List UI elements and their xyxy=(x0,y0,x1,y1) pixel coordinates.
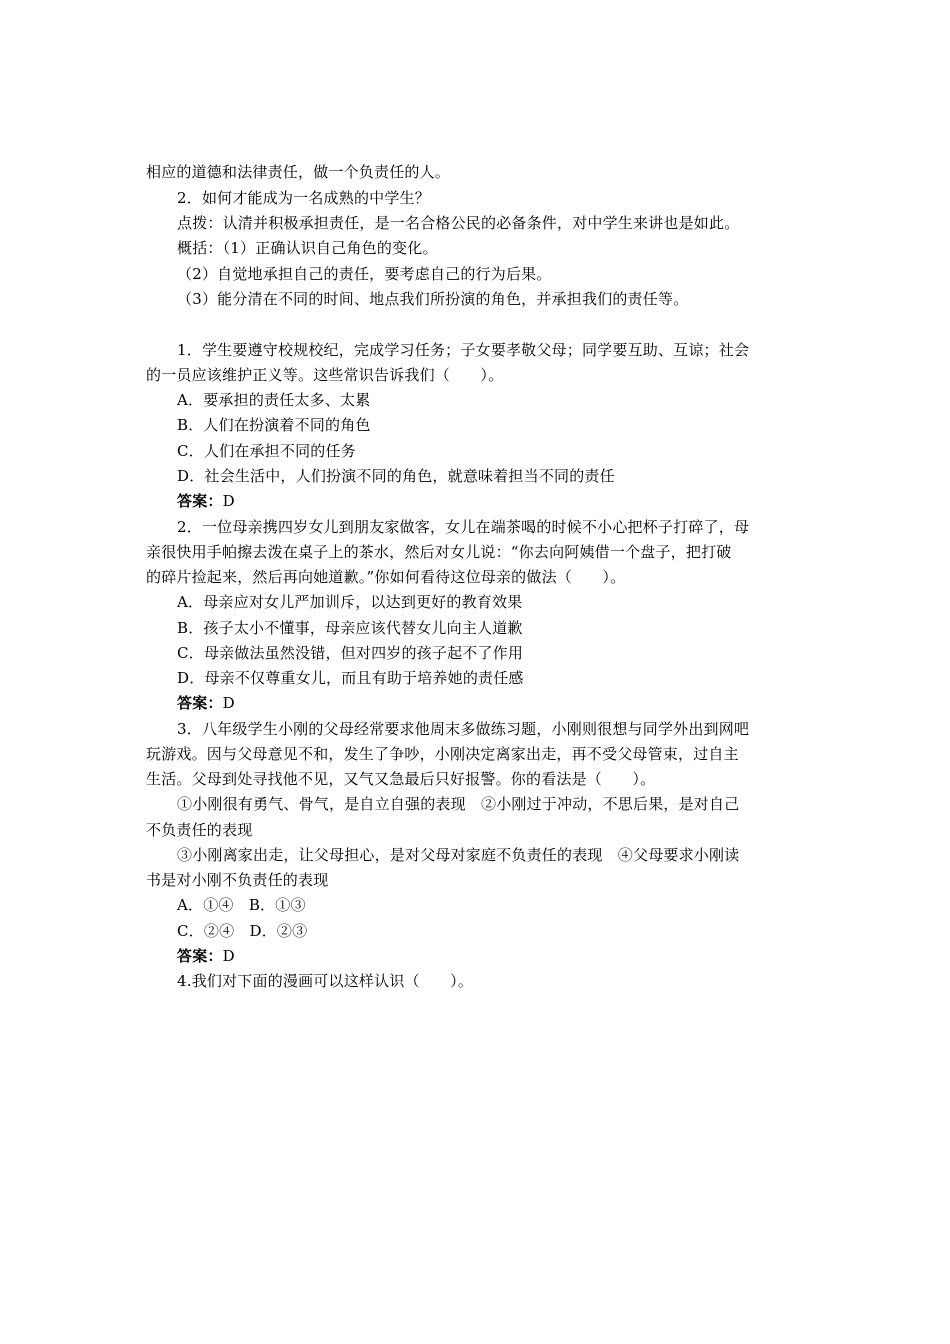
intro-line-1: 相应的道德和法律责任，做一个负责任的人。 xyxy=(146,163,451,181)
q2-stem-line-1: 2．一位母亲携四岁女儿到朋友家做客，女儿在端茶喝的时候不小心把杯子打碎了，母 xyxy=(177,518,750,536)
q2-answer-value: D xyxy=(222,694,235,712)
intro-summary: 概括：（1）正确认识自己角色的变化。 xyxy=(177,239,438,257)
q1-answer-value: D xyxy=(222,492,235,510)
q3-options-row-1: A．①④ B．①③ xyxy=(177,896,306,914)
intro-point-3: （3）能分清在不同的时间、地点我们所扮演的角色，并承担我们的责任等。 xyxy=(177,290,689,308)
q2-option-a: A．母亲应对女儿严加训斥，以达到更好的教育效果 xyxy=(177,593,523,611)
q1-option-c: C．人们在承担不同的任务 xyxy=(177,442,356,460)
intro-hint: 点拨：认清并积极承担责任，是一名合格公民的必备条件，对中学生来讲也是如此。 xyxy=(177,214,740,232)
intro-question-2: 2．如何才能成为一名成熟的中学生？ xyxy=(177,189,430,207)
q3-statement-2-line-2: 书是对小刚不负责任的表现 xyxy=(146,871,329,889)
q2-option-c: C．母亲做法虽然没错，但对四岁的孩子起不了作用 xyxy=(177,644,524,662)
intro-point-2: （2）自觉地承担自己的责任，要考虑自己的行为后果。 xyxy=(177,265,552,283)
q3-options-row-2: C．②④ D．②③ xyxy=(177,922,308,940)
q3-statement-1-line-1: ①小刚很有勇气、骨气，是自立自强的表现 ②小刚过于冲动，不思后果，是对自己 xyxy=(177,795,740,813)
q1-option-d: D．社会生活中，人们扮演不同的角色，就意味着担当不同的责任 xyxy=(177,467,615,485)
q2-stem-line-2: 亲很快用手帕擦去泼在桌子上的茶水，然后对女儿说：“你去向阿姨借一个盘子，把打破 xyxy=(146,543,732,561)
q2-answer xyxy=(177,693,235,713)
q3-statement-2-line-1: ③小刚离家出走，让父母担心，是对父母对家庭不负责任的表现 ④父母要求小刚读 xyxy=(177,846,740,864)
q1-stem-line-2: 的一员应该维护正义等。这些常识告诉我们（ ）。 xyxy=(146,366,504,384)
q1-option-b: B．人们在扮演着不同的角色 xyxy=(177,416,371,434)
q1-answer-label: 答案： xyxy=(177,492,223,510)
q2-answer-label: 答案： xyxy=(177,694,223,712)
q4-stem: 4.我们对下面的漫画可以这样认识（ ）。 xyxy=(177,972,474,990)
q1-option-a: A．要承担的责任太多、太累 xyxy=(177,391,371,409)
q3-answer-label: 答案： xyxy=(177,947,223,965)
q3-answer xyxy=(177,946,235,966)
q2-option-d: D．母亲不仅尊重女儿，而且有助于培养她的责任感 xyxy=(177,669,524,687)
q1-answer xyxy=(177,491,235,511)
q3-statement-1-line-2: 不负责任的表现 xyxy=(146,821,253,839)
q3-stem-line-1: 3．八年级学生小刚的父母经常要求他周末多做练习题，小刚则很想与同学外出到网吧 xyxy=(177,720,750,738)
q1-stem-line-1: 1．学生要遵守校规校纪，完成学习任务；子女要孝敬父母；同学要互助、互谅；社会 xyxy=(177,341,750,359)
q2-option-b: B．孩子太小不懂事，母亲应该代替女儿向主人道歉 xyxy=(177,619,523,637)
q3-stem-line-2: 玩游戏。因与父母意见不和，发生了争吵，小刚决定离家出走，再不受父母管束，过自主 xyxy=(146,745,739,763)
q3-stem-line-3: 生活。父母到处寻找他不见，又气又急最后只好报警。你的看法是（ ）。 xyxy=(146,770,656,788)
q2-stem-line-3: 的碎片捡起来，然后再向她道歉。”你如何看待这位母亲的做法（ ）。 xyxy=(146,568,626,586)
q3-answer-value: D xyxy=(222,947,235,965)
